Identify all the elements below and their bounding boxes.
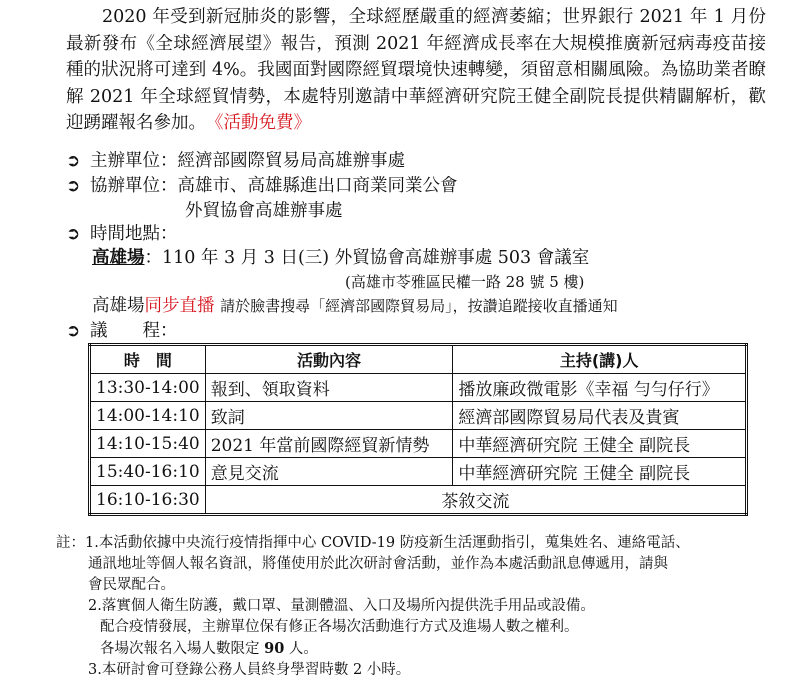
free-label: 《活動免費》 <box>214 113 311 133</box>
note-quota-suffix: 人。 <box>288 641 318 657</box>
intro-text: 2020 年受到新冠肺炎的影響，全球經歷嚴重的經濟萎縮；世界銀行 2021 年 1 月份最新發布《全球經濟展望》報告，預測 2021 年經濟成長率在大規模推廣新冠病毒疫苗接種的狀況將可達到 4%。我國面對國際經貿環境快速轉變，須留意相關風險。為協助業者瞭解 2021 年全球經貿情勢，本處特別邀請中華經濟研究院王健全副院長提供精闢解析，歡迎踴躍報名參加。 <box>66 7 766 133</box>
stream-row <box>92 294 618 318</box>
row-time: 14:00-14:10 <box>90 402 206 430</box>
arrow-icon: ➲ <box>66 321 81 341</box>
note-line: 3.本研討會可登錄公務人員終身學習時數 2 小時。 <box>88 662 411 678</box>
agenda-header-row <box>90 345 747 374</box>
row-content: 致詞 <box>205 402 453 430</box>
venue-label: 高雄場 <box>92 248 145 268</box>
table-row <box>90 402 747 430</box>
organizer-label: 主辦單位： <box>90 151 178 171</box>
header-content: 活動內容 <box>205 345 453 374</box>
row-content: 報到、領取資料 <box>205 374 453 402</box>
note-line: 通訊地址等個人報名資訊，將僅使用於此次研討會活動，並作為本處活動訊息傳遞用，請與 <box>88 556 668 572</box>
time-place-label: 時間地點： <box>90 224 178 244</box>
table-row <box>90 430 747 458</box>
venue-row <box>92 246 589 270</box>
row-host: 播放廉政微電影《幸福 勻勻仔行》 <box>453 374 747 402</box>
agenda-label: 議 程： <box>90 321 178 341</box>
venue-detail: ：110 年 3 月 3 日(三) 外貿協會高雄辦事處 503 會議室 <box>144 248 590 268</box>
time-place-row <box>66 222 178 246</box>
stream-note: 請於臉書搜尋「經濟部國際貿易局」，按讚追蹤接收直播通知 <box>220 297 618 315</box>
co-organizer-value-2: 外貿協會高雄辦事處 <box>185 201 343 221</box>
note-line: 註：1.本活動依據中央流行疫情指揮中心 COVID-19 防疫新生活運動指引，蒐集姓名、連絡電話、 <box>56 535 690 551</box>
address-row <box>345 270 584 294</box>
row-host: 中華經濟研究院 王健全 副院長 <box>453 430 747 458</box>
header-time: 時 間 <box>90 345 206 374</box>
row-content: 2021 年當前國際經貿新情勢 <box>205 430 453 458</box>
agenda-label-row <box>66 319 178 343</box>
table-row <box>90 486 747 515</box>
venue-address: (高雄市苓雅區民權一路 28 號 5 樓) <box>345 273 585 291</box>
arrow-icon: ➲ <box>66 151 81 171</box>
note-quota-number: 90 <box>264 640 285 657</box>
note-line: 會民眾配合。 <box>88 577 175 593</box>
arrow-icon: ➲ <box>66 176 81 196</box>
row-content: 茶敘交流 <box>205 486 746 515</box>
row-time: 14:10-15:40 <box>90 430 206 458</box>
co-organizer-row <box>66 174 458 198</box>
co-organizer-value-1: 高雄市、高雄縣進出口商業同業公會 <box>177 176 458 196</box>
agenda-table <box>88 343 748 516</box>
co-organizer-row-2 <box>185 199 343 223</box>
notes <box>56 533 690 681</box>
stream-highlight: 同步直播 <box>144 296 215 316</box>
intro-paragraph <box>66 4 766 137</box>
table-row <box>90 374 747 402</box>
note-line <box>56 638 690 660</box>
row-content: 意見交流 <box>205 458 453 486</box>
row-time: 13:30-14:00 <box>90 374 206 402</box>
row-host: 中華經濟研究院 王健全 副院長 <box>453 458 747 486</box>
header-host: 主持(講)人 <box>453 345 747 374</box>
row-host: 經濟部國際貿易局代表及貴賓 <box>453 402 747 430</box>
row-time: 15:40-16:10 <box>90 458 206 486</box>
row-time: 16:10-16:30 <box>90 486 206 515</box>
table-row <box>90 458 747 486</box>
note-line: 配合疫情發展，主辦單位保有修正各場次活動進行方式及進場人數之權利。 <box>100 619 579 635</box>
stream-prefix: 高雄場 <box>92 296 145 316</box>
organizer-row <box>66 149 405 173</box>
note-line: 2.落實個人衛生防護，戴口罩、量測體溫、入口及場所內提供洗手用品或設備。 <box>88 598 595 614</box>
note-quota-prefix: 各場次報名入場人數限定 <box>100 641 260 657</box>
organizer-value: 經濟部國際貿易局高雄辦事處 <box>177 151 405 171</box>
arrow-icon: ➲ <box>66 224 81 244</box>
co-organizer-label: 協辦單位： <box>90 176 178 196</box>
